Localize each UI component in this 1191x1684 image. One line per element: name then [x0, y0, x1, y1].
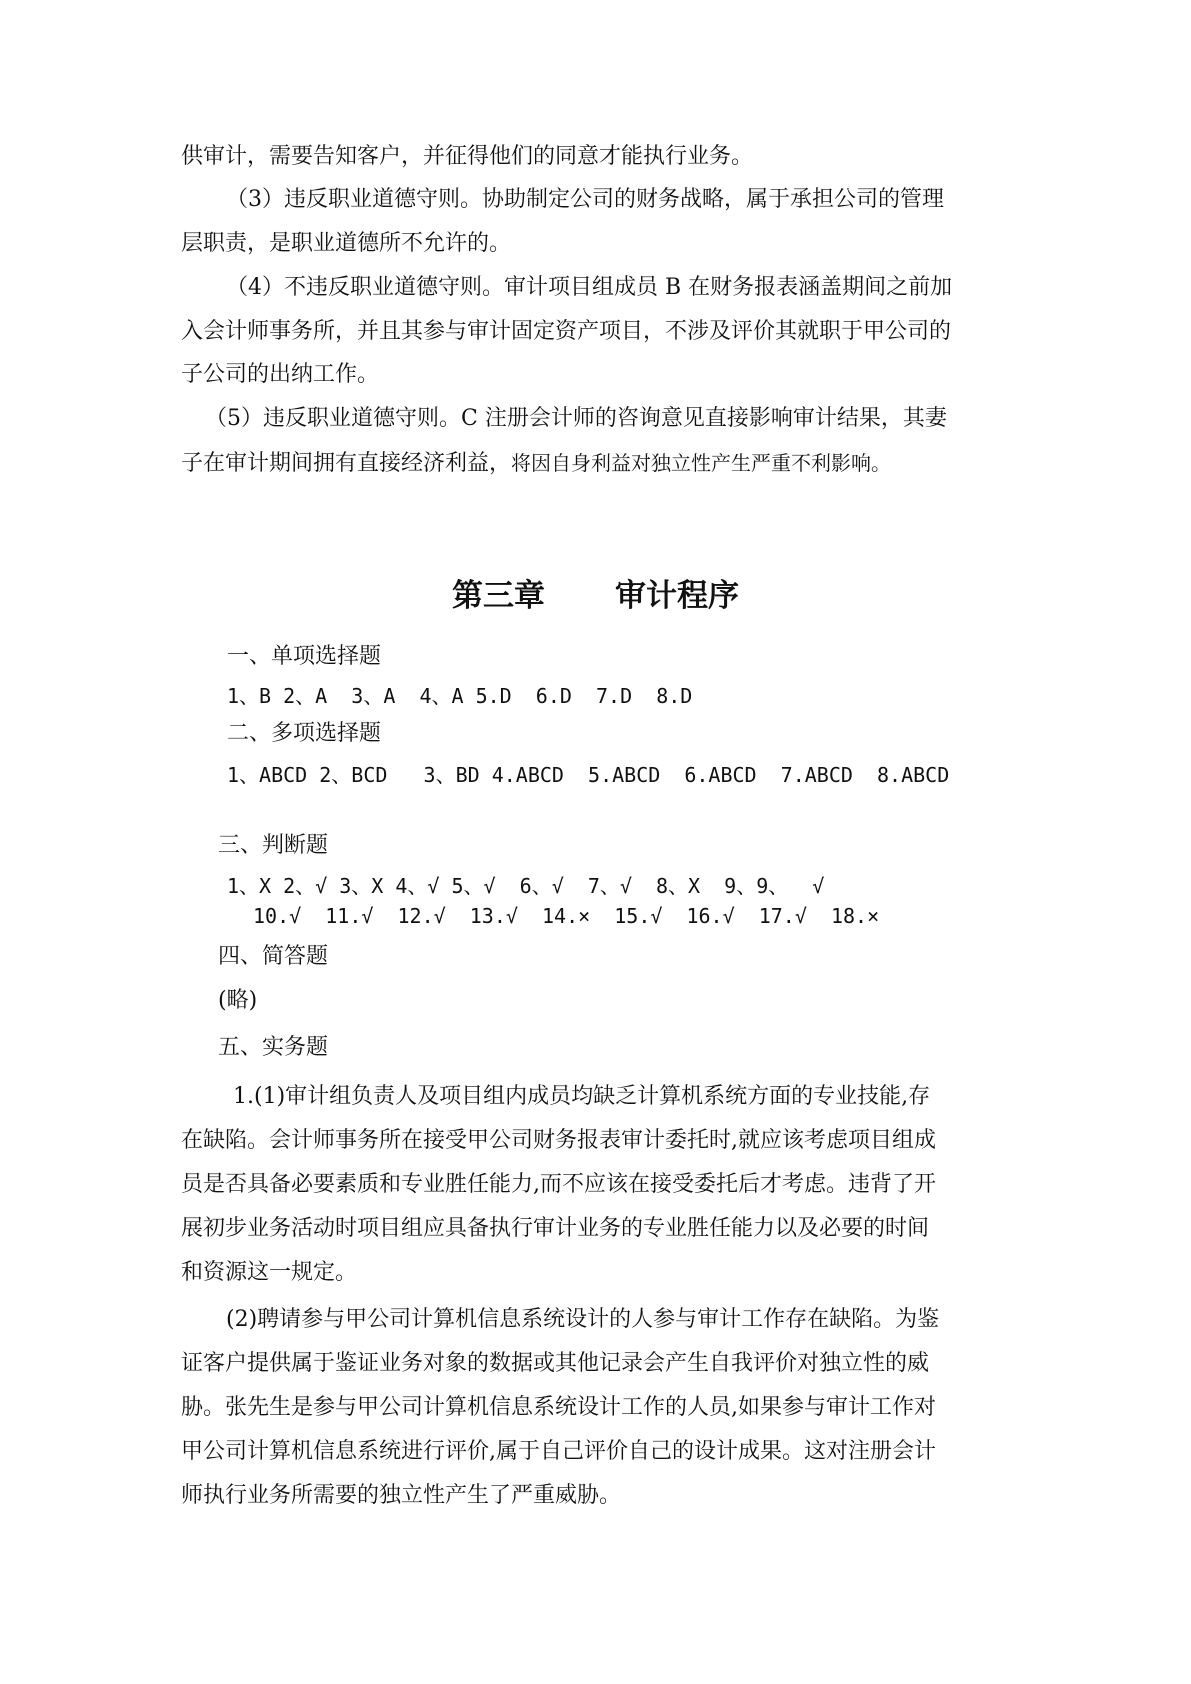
text-line: 胁。张先生是参与甲公司计算机信息系统设计工作的人员,如果参与审计工作对 [181, 1395, 936, 1420]
text-line: 1.(1)审计组负责人及项目组内成员均缺乏计算机系统方面的专业技能,存 [233, 1084, 931, 1109]
section-heading-multi-choice: 二、多项选择题 [227, 721, 382, 746]
text-line: 供审计，需要告知客户，并征得他们的同意才能执行业务。 [181, 144, 754, 169]
section-heading-single-choice: 一、单项选择题 [227, 644, 382, 669]
single-choice-answers: 1、B 2、A 3、A 4、A 5.D 6.D 7.D 8.D [227, 684, 693, 708]
text-line: 员是否具备必要素质和专业胜任能力,而不应该在接受委托后才考虑。违背了开 [181, 1172, 936, 1197]
chapter-title [0, 576, 1191, 616]
text-line: 甲公司计算机信息系统进行评价,属于自己评价自己的设计成果。这对注册会计 [181, 1439, 936, 1464]
text-line: 在缺陷。会计师事务所在接受甲公司财务报表审计委托时,就应该考虑项目组成 [181, 1128, 936, 1153]
text-line: （5）违反职业道德守则。C 注册会计师的咨询意见直接影响审计结果，其妻 [205, 406, 947, 431]
text-segment: 子在审计期间拥有直接经济利益， [181, 451, 512, 476]
text-line: 子公司的出纳工作。 [181, 362, 380, 387]
chapter-name: 审计程序 [615, 578, 739, 614]
text-line [181, 448, 891, 479]
section-heading-judgment: 三、判断题 [218, 833, 329, 858]
text-line: 师执行业务所需要的独立性产生了严重威胁。 [181, 1483, 622, 1508]
text-segment-small: 将因自身利益对独立性产生严重不利影响。 [511, 451, 892, 475]
text-line: 入会计师事务所，并且其参与审计固定资产项目，不涉及评价其就职于甲公司的 [181, 319, 952, 344]
section-heading-practice: 五、实务题 [218, 1035, 329, 1060]
short-answer-body: (略) [218, 988, 258, 1013]
text-line: （4）不违反职业道德守则。审计项目组成员 B 在财务报表涵盖期间之前加 [226, 275, 953, 300]
section-heading-short-answer: 四、简答题 [218, 944, 329, 969]
text-line: 和资源这一规定。 [181, 1260, 358, 1285]
text-line: 层职责，是职业道德所不允许的。 [181, 231, 512, 256]
judgment-answers-line-1: 1、X 2、√ 3、X 4、√ 5、√ 6、√ 7、√ 8、X 9、9、 √ [227, 874, 825, 898]
chapter-number: 第三章 [452, 578, 545, 614]
text-line: 展初步业务活动时项目组应具备执行审计业务的专业胜任能力以及必要的时间 [181, 1216, 930, 1241]
text-line: （3）违反职业道德守则。协助制定公司的财务战略，属于承担公司的管理 [226, 187, 944, 212]
judgment-answers-line-2: 10.√ 11.√ 12.√ 13.√ 14.× 15.√ 16.√ 17.√ 18.× [253, 904, 880, 928]
text-line: (2)聘请参与甲公司计算机信息系统设计的人参与审计工作存在缺陷。为鉴 [226, 1307, 940, 1332]
text-line: 证客户提供属于鉴证业务对象的数据或其他记录会产生自我评价对独立性的威 [181, 1351, 930, 1376]
multi-choice-answers: 1、ABCD 2、BCD 3、BD 4.ABCD 5.ABCD 6.ABCD 7.ABCD 8.ABCD [227, 763, 950, 787]
